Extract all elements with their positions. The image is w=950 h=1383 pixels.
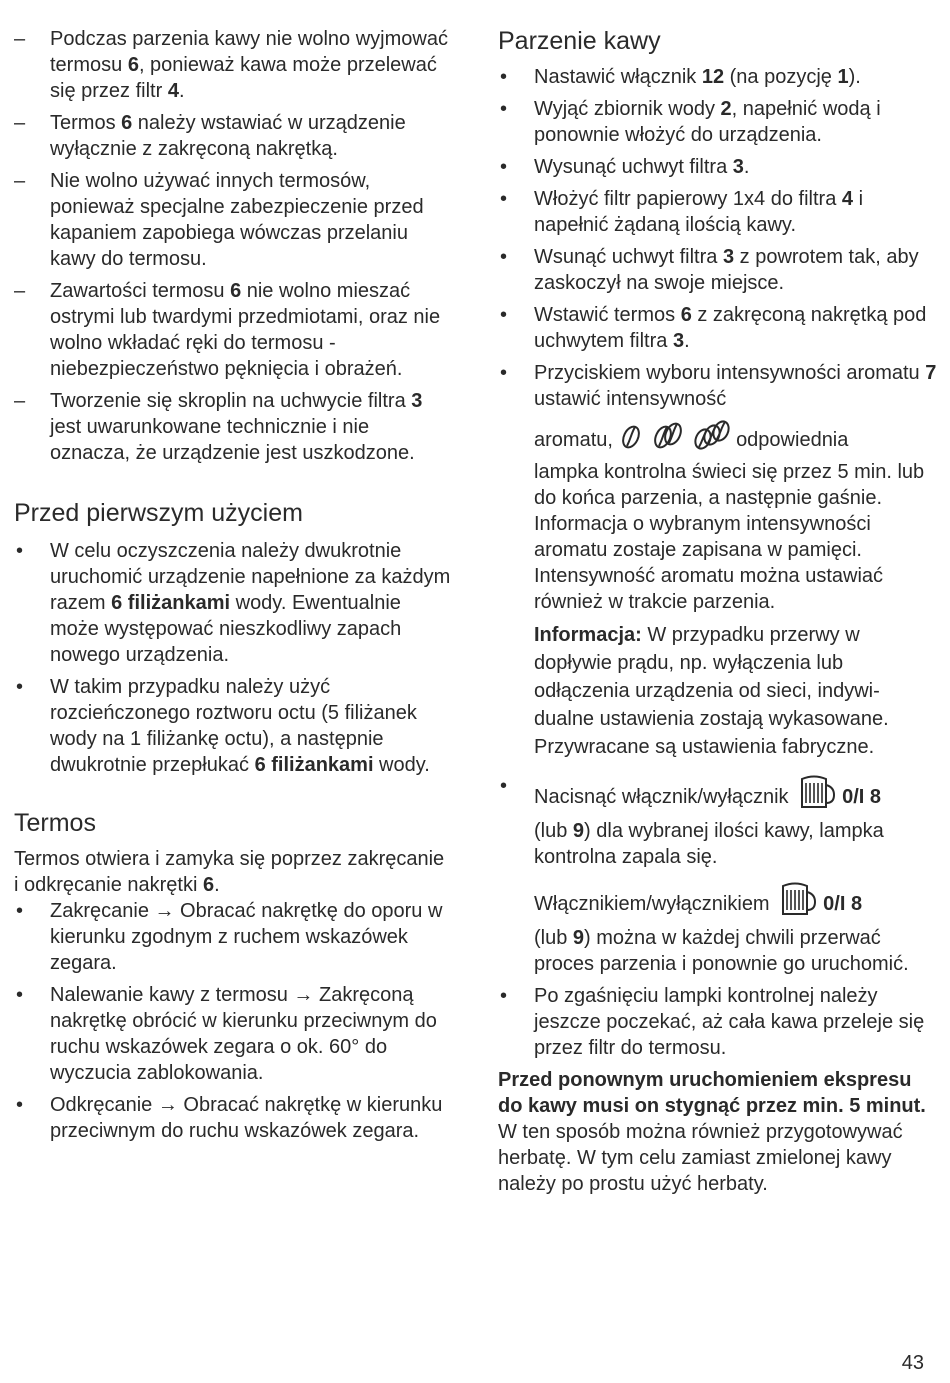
warning-item (14, 26, 454, 104)
text: (lub (534, 820, 573, 842)
aroma-line (534, 420, 938, 459)
text: Wstawić termos (534, 304, 681, 326)
ref-number: 6 (127, 54, 139, 76)
power-switch-icon (779, 880, 819, 925)
ref-number: 9 (572, 820, 585, 842)
text: ustawić intensywność (534, 388, 727, 410)
step-item (498, 154, 938, 180)
text: Włącznikiem/wyłącznikiem (534, 893, 770, 915)
switch-line (534, 880, 938, 925)
text: Nie wolno używać innych termosów, ponieważ specjalne zabezpieczenie przed kapaniem zapobiega wówczas przelaniu kawy do termosu. (50, 170, 424, 270)
cooling-notice: Przed ponownym uruchomieniem ekspresu do kawy musi on stygnąć przez min. 5 minut. (498, 1069, 926, 1117)
step-item (498, 96, 938, 148)
warning-item (14, 278, 454, 382)
warning-list (14, 26, 454, 466)
ref-number: 4 (841, 188, 854, 210)
text: odpowiednia (736, 429, 849, 451)
step-item (498, 186, 938, 238)
text (534, 818, 938, 870)
text: Nastawić włącznik (534, 66, 702, 88)
power-switch-icon (798, 773, 838, 818)
ref-number: 1 (837, 66, 849, 88)
ref-number: 3 (732, 156, 744, 178)
text: . (684, 330, 690, 352)
list-item (14, 538, 454, 668)
left-column (14, 26, 454, 1144)
step-item (498, 244, 938, 296)
text: Termos otwiera i zamyka się poprzez zakręcanie i odkręcanie nakrętki (14, 848, 445, 896)
ref-number: 3 (722, 246, 735, 268)
first-use-list (14, 538, 454, 778)
text: . (178, 80, 185, 102)
info-text: W przypadku przerwy w dopływie prądu, np. wyłączenia lub odłączenia urządzenia od sieci, indywi-dualne ustawienia zostają wykasowane. Przywracane są ustawienia fabryczne. (534, 624, 889, 758)
switch-label: 0/I 8 (842, 786, 882, 808)
ref-number: 3 (411, 390, 423, 412)
right-column (498, 26, 938, 1197)
warning-item (14, 110, 454, 162)
text: Wysunąć uchwyt filtra (534, 156, 733, 178)
page-number: 43 (901, 1352, 924, 1374)
list-item: • Zakręcanie → Obracać nakrętkę do oporu w kierunku zgodnym z ruchem wskazówek zegara. (14, 898, 454, 976)
text: aromatu, (534, 429, 613, 451)
ref-number: 9 (572, 927, 585, 949)
ref-number: 6 (202, 874, 215, 896)
text: Wyjąć zbiornik wody (534, 98, 721, 120)
text: . (743, 156, 750, 178)
ref-number: 3 (672, 330, 685, 352)
text: i napełnić żądaną ilością kawy. (534, 188, 864, 236)
ref-number: 4 (167, 80, 179, 102)
switch-label: 0/I 8 (823, 893, 863, 915)
step-item (498, 302, 938, 354)
text: , ponieważ kawa może przelewać się przez filtr (50, 54, 437, 102)
section-heading-brewing: Parzenie kawy (498, 27, 661, 55)
ref-number: 6 (230, 280, 242, 302)
brewing-list (498, 64, 938, 1061)
text: (na pozycję (724, 66, 838, 88)
text: ). (848, 66, 861, 88)
step-item: • Po zgaśnięciu lampki kontrolnej należy jeszcze poczekać, aż cała kawa przeleje się przez filtr do termosu. (498, 983, 938, 1061)
warning-item (14, 388, 454, 466)
ref-number: 12 (701, 66, 725, 88)
bold-text: 6 filiżankami (254, 754, 374, 776)
text: należy wstawiać w urządzenie wyłącznie z zakręconą nakrętką. (50, 112, 406, 160)
text: Nacisnąć włącznik/wyłącznik (534, 786, 789, 808)
text: wody. Ewentualnie może występować nieszkodliwy zapach nowego urządzenia. (50, 592, 402, 666)
list-item (14, 674, 454, 778)
list-item: • Odkręcanie → Obracać nakrętkę w kierunku przeciwnym do ruchu wskazówek zegara. (14, 1092, 454, 1144)
text: . (214, 874, 220, 896)
termos-intro (14, 846, 454, 898)
bold-text: 6 filiżankami (111, 592, 231, 614)
text: Przyciskiem wyboru intensywności aromatu (534, 362, 926, 384)
text: jest uwarunkowane technicznie i nie oznacza, że urządzenie jest uszkodzone. (50, 416, 415, 464)
ref-number: 7 (925, 362, 937, 384)
text: Podczas parzenia kawy nie wolno wyjmować termosu (50, 28, 448, 76)
text: z powrotem tak, aby zaskoczył na swoje miejsce. (534, 246, 919, 294)
ref-number: 6 (121, 112, 133, 134)
text: (lub (534, 927, 573, 949)
info-note (534, 621, 938, 761)
text: W takim przypadku należy użyć rozcieńczonego roztworu octu (5 filiżanek wody na 1 filiżankę octu), a następnie dwukrotnie przepłukać (50, 676, 417, 776)
text (534, 925, 938, 977)
section-heading-termos: Termos (14, 809, 96, 837)
text: ) można w każdej chwili przerwać proces parzenia i ponownie go uruchomić. (534, 927, 909, 975)
text: nie wolno mieszać ostrymi lub twardymi przedmiotami, oraz nie wolno wkładać ręki do termosu - niebezpieczeństwo pęknięcia i obrażeń. (50, 280, 441, 380)
text: Wsunąć uchwyt filtra (534, 246, 723, 268)
warning-item (14, 168, 454, 272)
step-item (498, 360, 938, 761)
text: W celu oczyszczenia należy dwukrotnie uruchomić urządzenie napełnione za każdym razem (50, 540, 451, 614)
step-item (498, 773, 938, 977)
text: z zakręconą nakrętką pod uchwytem filtra (534, 304, 927, 352)
ref-number: 6 (680, 304, 692, 326)
text: ) dla wybranej ilości kawy, lampka kontrolna zapala się. (534, 820, 884, 868)
tea-note: W ten sposób można również przygotowywać herbatę. W tym celu zamiast zmielonej kawy należy po prostu użyć herbaty. (498, 1121, 903, 1195)
text: Termos (50, 112, 122, 134)
coffee-bean-icon (619, 420, 731, 459)
step-item (498, 64, 938, 90)
aroma-description: lampka kontrolna świeci się przez 5 min. lub do końca parzenia, a następnie gaśnie. Informacja o wybranym intensywności aromatu zostaje zapisana w pamięci. Intensywność aromatu można ustawiać również w trakcie parzenia. (534, 461, 925, 613)
termos-list (14, 898, 454, 1144)
info-label: Informacja: (534, 624, 642, 646)
section-heading-first-use: Przed pierwszym użyciem (14, 499, 303, 527)
text: Włożyć filtr papierowy 1x4 do filtra (534, 188, 842, 210)
ref-number: 2 (720, 98, 732, 120)
list-item: • Nalewanie kawy z termosu → Zakręconą nakrętkę obrócić w kierunku przeciwnym do ruchu wskazówek zegara o ok. 60° do wyczucia zablokowania. (14, 982, 454, 1086)
text: , napełnić wodą i ponownie włożyć do urządzenia. (534, 98, 881, 146)
text: wody. (373, 754, 430, 776)
text: Zawartości termosu (50, 280, 231, 302)
text: Tworzenie się skroplin na uchwycie filtra (50, 390, 412, 412)
